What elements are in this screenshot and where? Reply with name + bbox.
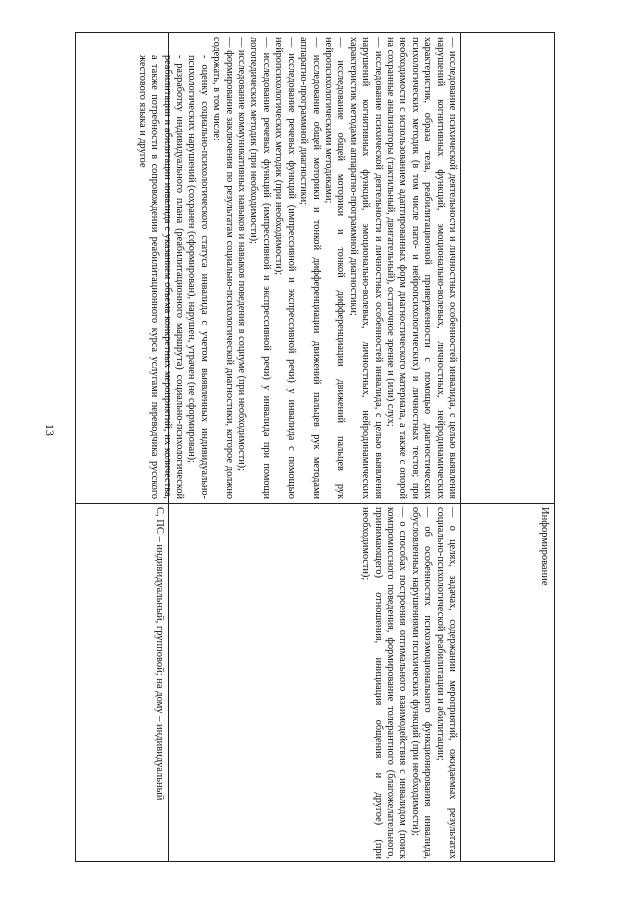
informing-item: — о целях, задачах, содержании мероприятий, ожидаемых результатах социально-психологической реабилитации и абилитации; <box>434 507 458 859</box>
research-item: — исследование психической деятельности и личностных особенностей инвалида, с целью выявления нарушений когнитивных функций, эмоционально-волевых, личностных, нейродинамических характеристик, образа тела, реабилитационной приверженности с помощью диагностических психологических методик (в том числе пато- и нейропсихологических) и личностных тестов; при необходимости с использованием адаптированных форм диагностического материала, а также с опорой на сохранные анализаторы (тактильный, двигательный), остаточное зрение и (или) слух; <box>384 37 458 499</box>
research-item: — исследование общей моторики и тонкой дифференциации движений пальцев рук методами аппаратно-программной диагностики; <box>298 37 322 499</box>
table <box>75 32 555 862</box>
row-divider <box>76 503 554 504</box>
informing-item: — об особенностях психоэмоционального функционирования инвалида, обусловленных нарушениями психических функций (при необходимости); <box>409 507 434 859</box>
research-item: — формирование заключения по результатам социально-психологической диагностики, которое должно содержать, в том числе: <box>211 37 235 499</box>
research-item: — исследование коммуникативных навыков и навыков поведения в социуме (при необходимости); <box>236 37 248 471</box>
row-research-content <box>136 37 458 499</box>
research-item: — исследование речевых функций (импрессивной и экспрессивной речи) у инвалида при помощи логопедических методик (при необходимости); <box>248 37 272 499</box>
research-item: — исследование общей моторики и тонкой дифференциации движений пальцев рук нейропсихологическими методиками; <box>322 37 347 499</box>
research-subitem: - оценку социально-психологического статуса инвалида с учетом выявленных индивидуально-психологических нарушений (сохранен (сформирован), нарушен, утрачен (не сформирован); <box>186 55 210 499</box>
row-research-right <box>79 37 165 497</box>
informing-item: — о способах построения оптимального взаимодействия с инвалидом (поиск компромиссного поведения, формирование толерантного (благожелательного, принимающего) отношения, инициация общения и другое) (при необходимости); <box>360 507 409 859</box>
row-informing-right: С, ПС – индивидуальный, групповой; на дому – индивидуальный <box>154 507 165 801</box>
row-informing-title: Информирование <box>539 507 550 586</box>
column-divider-left <box>460 33 461 861</box>
row-informing-content <box>172 507 458 859</box>
research-item: — исследование психической деятельности и личностных особенностей инвалида, с целью выявления нарушений когнитивных функций, эмоционально-волевых, личностных, нейродинамических характеристик методами аппаратно-программной диагностики; <box>347 37 384 499</box>
research-subitem: - разработку индивидуального плана (реабилитационного маршрута) социально-психологической реабилитации и абилитации инвалида с указанием объема конкретных мероприятий, их количества, а также потребности в сопровождении реабилитационного курса услугами переводчика русского жестового языка и другое <box>136 55 186 499</box>
row-research-title <box>465 37 550 497</box>
page-number: 13 <box>43 424 57 436</box>
rotated-table <box>75 32 555 862</box>
research-item: — исследование речевых функций (импрессивной и экспрессивной речи) у инвалида с помощью нейропсихологических методик (при необходимости); <box>273 37 297 499</box>
